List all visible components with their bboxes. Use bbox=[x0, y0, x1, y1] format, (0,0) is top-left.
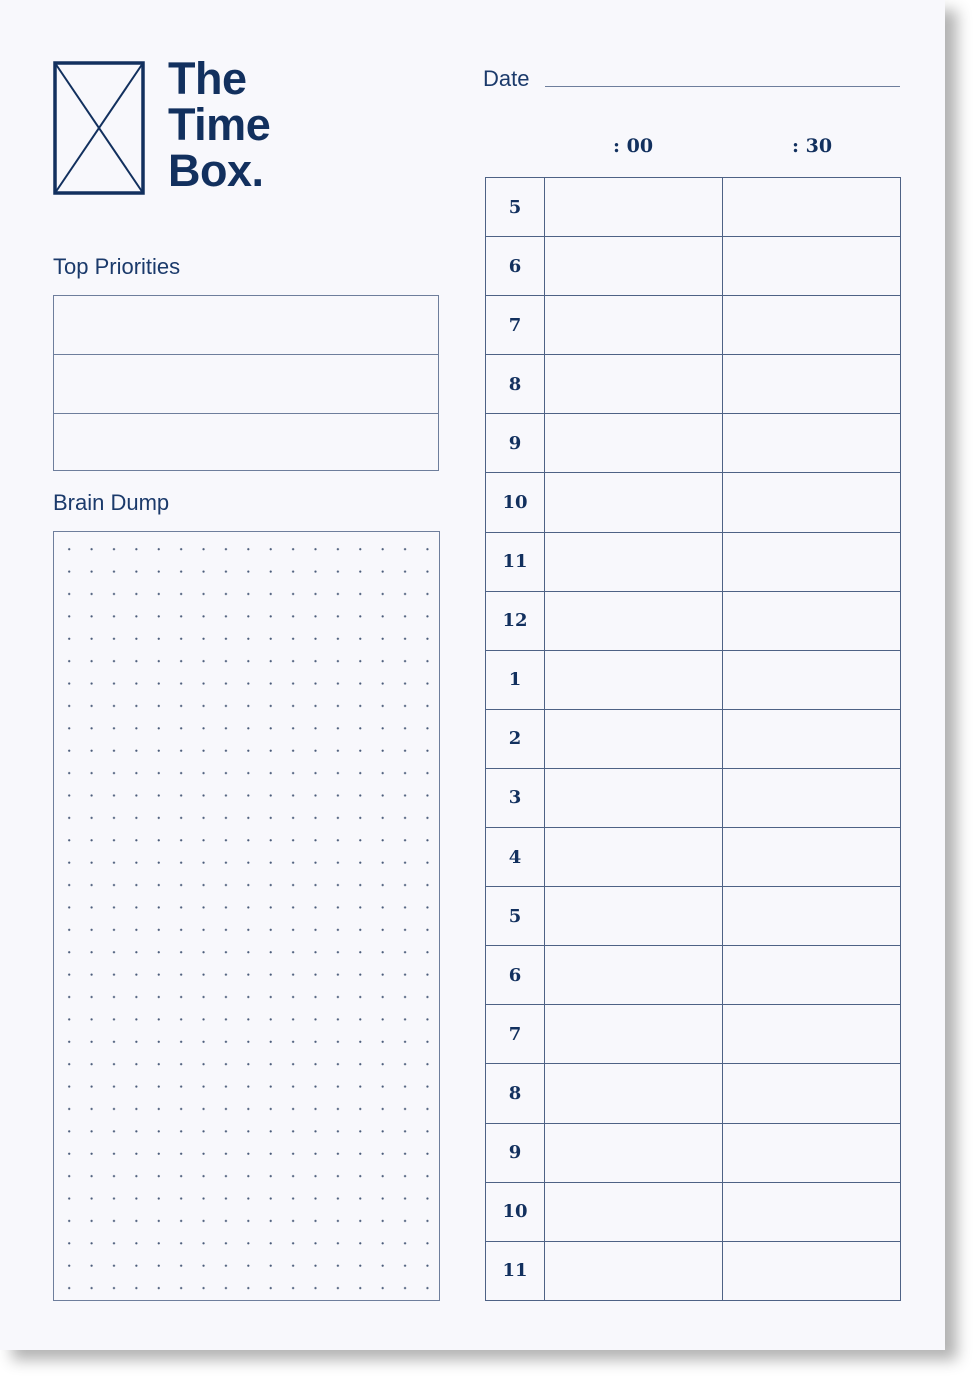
column-header-00: : 00 bbox=[613, 135, 654, 157]
time-slot-30[interactable] bbox=[723, 1005, 900, 1063]
hour-label: 9 bbox=[486, 414, 545, 472]
time-slot-30[interactable] bbox=[723, 651, 900, 709]
time-slot-00[interactable] bbox=[545, 414, 723, 472]
brand-line-1: The bbox=[168, 53, 247, 104]
schedule-row bbox=[486, 1183, 900, 1242]
time-slot-00[interactable] bbox=[545, 1183, 723, 1241]
time-slot-00[interactable] bbox=[545, 887, 723, 945]
brand-line-2: Time bbox=[168, 99, 271, 150]
time-slot-30[interactable] bbox=[723, 710, 900, 768]
time-slot-30[interactable] bbox=[723, 1124, 900, 1182]
column-header-30: : 30 bbox=[792, 135, 833, 157]
schedule-row bbox=[486, 1242, 900, 1301]
time-slot-00[interactable] bbox=[545, 1005, 723, 1063]
time-slot-00[interactable] bbox=[545, 1064, 723, 1122]
hour-label: 5 bbox=[486, 887, 545, 945]
time-slot-00[interactable] bbox=[545, 237, 723, 295]
time-slot-30[interactable] bbox=[723, 1064, 900, 1122]
hourly-schedule-grid bbox=[485, 177, 901, 1301]
time-slot-00[interactable] bbox=[545, 296, 723, 354]
time-slot-00[interactable] bbox=[545, 473, 723, 531]
hour-label: 5 bbox=[486, 178, 545, 236]
time-slot-00[interactable] bbox=[545, 828, 723, 886]
hour-label: 8 bbox=[486, 1064, 545, 1122]
time-slot-30[interactable] bbox=[723, 828, 900, 886]
hour-label: 7 bbox=[486, 296, 545, 354]
time-slot-00[interactable] bbox=[545, 769, 723, 827]
schedule-row bbox=[486, 1124, 900, 1183]
date-field[interactable] bbox=[545, 86, 900, 87]
schedule-row bbox=[486, 414, 900, 473]
priority-field-1[interactable] bbox=[54, 296, 438, 355]
schedule-row bbox=[486, 710, 900, 769]
time-slot-00[interactable] bbox=[545, 946, 723, 1004]
time-slot-30[interactable] bbox=[723, 473, 900, 531]
hour-label: 9 bbox=[486, 1124, 545, 1182]
hour-label: 2 bbox=[486, 710, 545, 768]
schedule-row bbox=[486, 533, 900, 592]
schedule-row bbox=[486, 1005, 900, 1064]
hour-label: 6 bbox=[486, 946, 545, 1004]
time-slot-30[interactable] bbox=[723, 1242, 900, 1300]
time-slot-00[interactable] bbox=[545, 651, 723, 709]
time-slot-30[interactable] bbox=[723, 296, 900, 354]
time-slot-30[interactable] bbox=[723, 887, 900, 945]
time-slot-30[interactable] bbox=[723, 355, 900, 413]
hour-label: 11 bbox=[486, 1242, 545, 1300]
date-label: Date bbox=[483, 66, 530, 91]
time-slot-30[interactable] bbox=[723, 1183, 900, 1241]
hour-label: 12 bbox=[486, 592, 545, 650]
priority-field-3[interactable] bbox=[54, 414, 438, 473]
schedule-row bbox=[486, 887, 900, 946]
timebox-logo-icon bbox=[53, 61, 145, 195]
time-slot-00[interactable] bbox=[545, 178, 723, 236]
top-priorities-box bbox=[53, 295, 439, 471]
time-slot-30[interactable] bbox=[723, 237, 900, 295]
schedule-row bbox=[486, 946, 900, 1005]
hour-label: 10 bbox=[486, 473, 545, 531]
time-slot-00[interactable] bbox=[545, 355, 723, 413]
time-slot-30[interactable] bbox=[723, 414, 900, 472]
time-slot-30[interactable] bbox=[723, 946, 900, 1004]
time-slot-00[interactable] bbox=[545, 1242, 723, 1300]
hour-label: 10 bbox=[486, 1183, 545, 1241]
time-slot-30[interactable] bbox=[723, 592, 900, 650]
schedule-row bbox=[486, 237, 900, 296]
time-slot-30[interactable] bbox=[723, 533, 900, 591]
schedule-row bbox=[486, 1064, 900, 1123]
time-slot-30[interactable] bbox=[723, 769, 900, 827]
schedule-row bbox=[486, 592, 900, 651]
brain-dump-dot-grid[interactable] bbox=[53, 531, 440, 1301]
time-slot-00[interactable] bbox=[545, 710, 723, 768]
time-slot-00[interactable] bbox=[545, 533, 723, 591]
hour-label: 8 bbox=[486, 355, 545, 413]
hour-label: 6 bbox=[486, 237, 545, 295]
priority-field-2[interactable] bbox=[54, 355, 438, 414]
hour-label: 1 bbox=[486, 651, 545, 709]
top-priorities-label: Top Priorities bbox=[53, 254, 181, 279]
hour-label: 7 bbox=[486, 1005, 545, 1063]
brand-title bbox=[168, 53, 271, 196]
schedule-row bbox=[486, 769, 900, 828]
time-slot-00[interactable] bbox=[545, 1124, 723, 1182]
hour-label: 4 bbox=[486, 828, 545, 886]
time-slot-00[interactable] bbox=[545, 592, 723, 650]
schedule-row bbox=[486, 651, 900, 710]
schedule-row bbox=[486, 473, 900, 532]
hour-label: 3 bbox=[486, 769, 545, 827]
time-slot-30[interactable] bbox=[723, 178, 900, 236]
brain-dump-label: Brain Dump bbox=[53, 490, 170, 515]
schedule-row bbox=[486, 355, 900, 414]
brand-line-3: Box. bbox=[168, 145, 264, 196]
schedule-row bbox=[486, 828, 900, 887]
hour-label: 11 bbox=[486, 533, 545, 591]
schedule-row bbox=[486, 178, 900, 237]
schedule-row bbox=[486, 296, 900, 355]
